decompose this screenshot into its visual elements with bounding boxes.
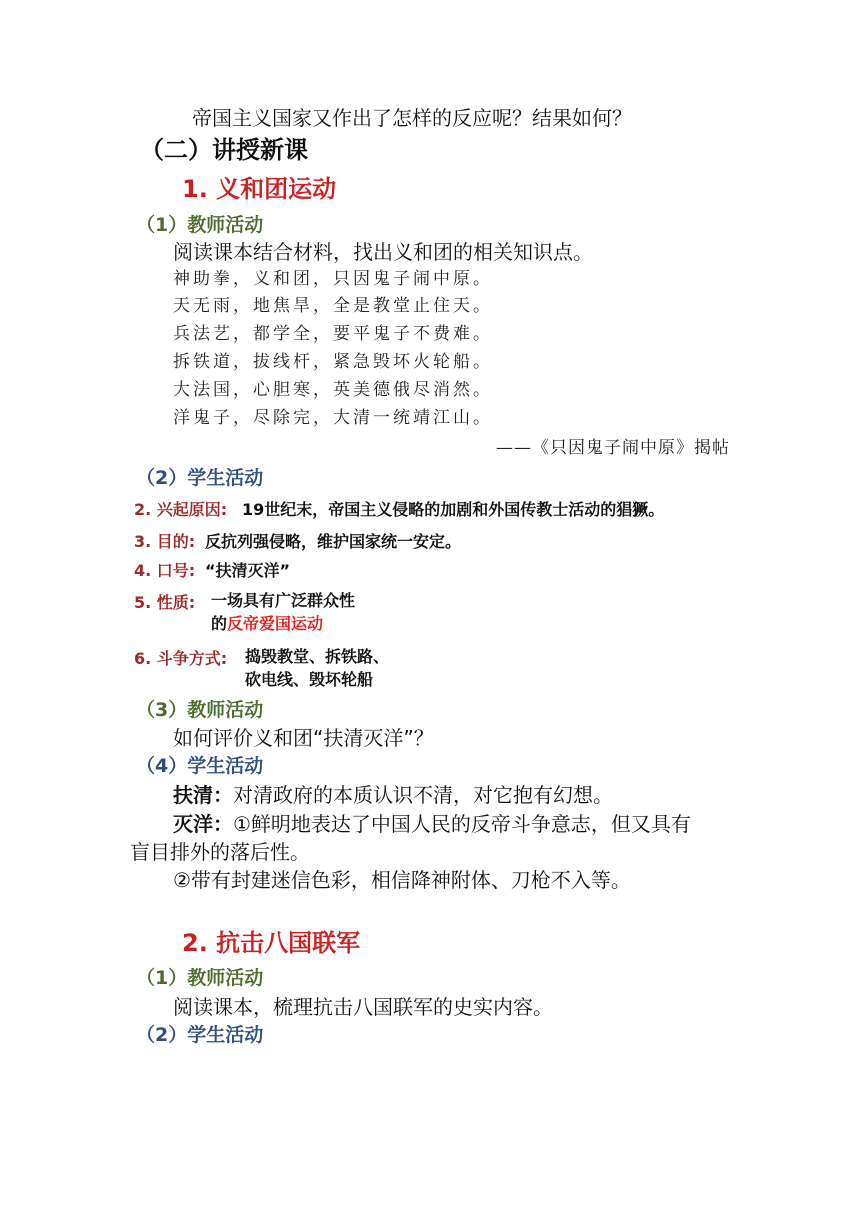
fuqing-row [173,785,613,805]
student-activity-3-heading: （2）学生活动 [136,1024,264,1046]
student-activity-2-heading: （4）学生活动 [136,755,264,777]
nature-line-1: 一场具有广泛群众性 [211,591,356,610]
poem-line: 大法国，心胆寒，英美德俄尽消然。 [173,380,493,400]
topic1-title: 1. 义和团运动 [182,175,337,203]
section-title: （二）讲授新课 [140,136,308,164]
mieyang-text-2: 盲目排外的落后性。 [130,840,310,864]
intro-line: 帝国主义国家又作出了怎样的反应呢？结果如何？ [192,106,632,130]
teacher-instruction-1: 阅读课本结合材料，找出义和团的相关知识点。 [173,240,593,264]
mieyang-text-1: ①鲜明地表达了中国人民的反帝斗争意志，但又具有 [233,812,691,836]
method-line-1: 捣毁教堂、拆铁路、 [245,647,390,666]
poem-line: 拆铁道，拔线杆，紧急毁坏火轮船。 [173,352,493,372]
teacher-activity-2-heading: （3）教师活动 [136,699,264,721]
teacher-instruction-2: 阅读课本，梳理抗击八国联军的史实内容。 [173,995,553,1019]
cause-label: 2. 兴起原因: [134,500,228,519]
poem-line: 天无雨，地焦旱，全是教堂止住天。 [173,296,493,316]
nature-label: 5. 性质: [134,593,196,612]
method-line-2: 砍电线、毁坏轮船 [245,670,374,689]
fuqing-label: 扶清： [173,783,233,807]
poem-line: 兵法艺，都学全，要平鬼子不费难。 [173,324,493,344]
nature-line-2 [211,616,323,632]
mieyang-row [173,814,691,834]
cause-text: 19世纪末，帝国主义侵略的加剧和外国传教士活动的猖獗。 [242,500,665,519]
topic2-title: 2. 抗击八国联军 [182,929,361,957]
slogan-text: “扶清灭洋” [205,561,291,580]
teacher-activity-1-heading: （1）教师活动 [136,214,264,236]
mieyang-text-3: ②带有封建迷信色彩，相信降神附体、刀枪不入等。 [173,868,631,892]
nature-line-2-prefix: 的 [211,614,228,633]
poem-source: ——《只因鬼子闹中原》揭帖 [496,438,730,458]
goal-label: 3. 目的: [134,532,196,551]
teacher-activity-3-heading: （1）教师活动 [136,967,264,989]
teacher-question: 如何评价义和团“扶清灭洋”？ [173,726,434,750]
poem-line: 洋鬼子，尽除完，大清一统靖江山。 [173,408,493,428]
poem-line: 神助拳，义和团，只因鬼子闹中原。 [173,269,493,289]
fuqing-text: 对清政府的本质认识不清，对它抱有幻想。 [233,783,613,807]
nature-line-2-highlight: 反帝爱国运动 [227,614,324,633]
method-label: 6. 斗争方式: [134,649,228,668]
mieyang-label: 灭洋： [173,812,233,836]
student-activity-1-heading: （2）学生活动 [136,467,264,489]
goal-text: 反抗列强侵略，维护国家统一安定。 [205,532,462,551]
slogan-label: 4. 口号: [134,561,196,580]
